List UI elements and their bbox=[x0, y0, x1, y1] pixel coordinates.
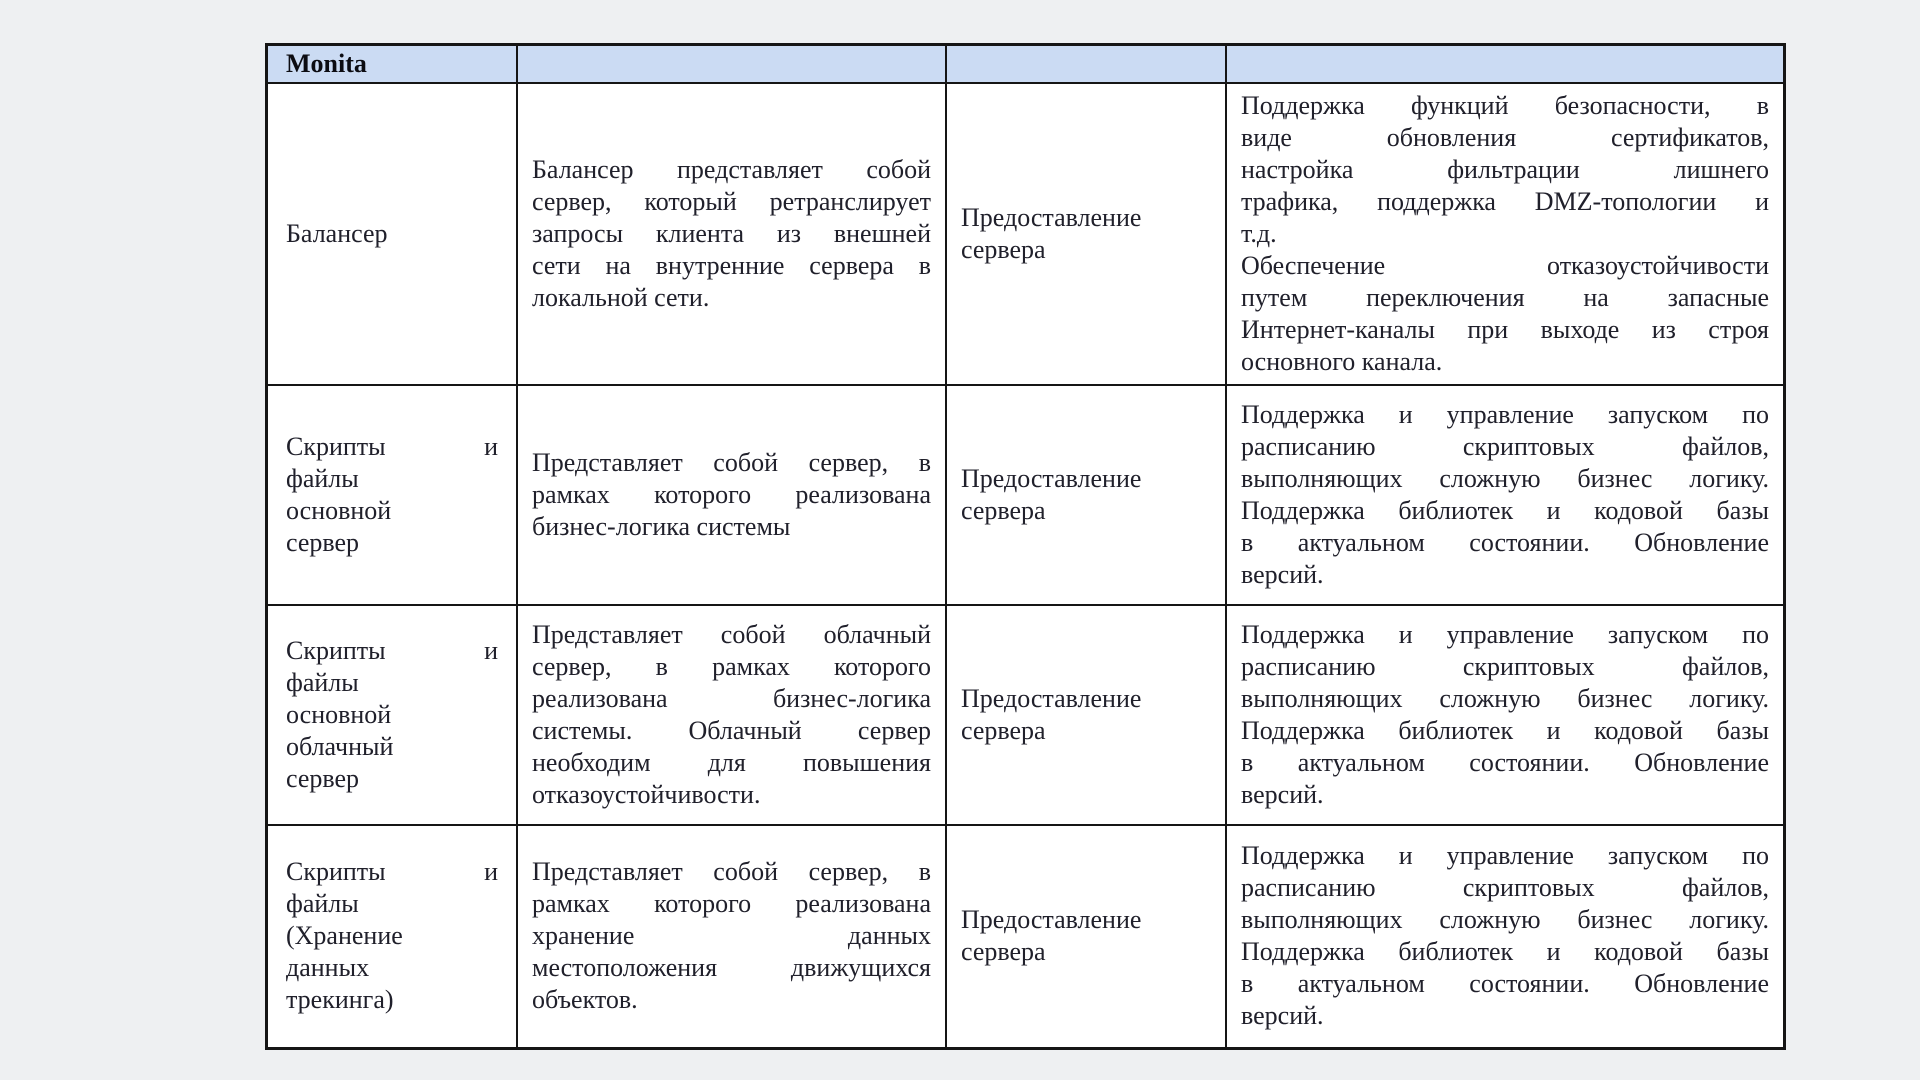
cell-maintenance: Поддержка функций безопасности, в виде обновления сертификатов, настройка фильтрации лишнего трафика, поддержка DMZ-топологии и т.д. Обеспечение отказоустойчивости путем переключения на запасные Интернет-каналы при выходе из строя основного канала. bbox=[1226, 83, 1785, 385]
cell-description: Представляет собой облачный сервер, в рамках которого реализована бизнес-логика системы. Облачный сервер необходим для повышения отказоустойчивости. bbox=[517, 605, 946, 825]
cell-description: Представляет собой сервер, в рамках которого реализована бизнес-логика системы bbox=[517, 385, 946, 605]
cell-maintenance: Поддержка и управление запуском по расписанию скриптовых файлов, выполняющих сложную бизнес логику. Поддержка библиотек и кодовой базы в актуальном состоянии. Обновление версий. bbox=[1226, 605, 1785, 825]
cell-maintenance: Поддержка и управление запуском по расписанию скриптовых файлов, выполняющих сложную бизнес логику. Поддержка библиотек и кодовой базы в актуальном состоянии. Обновление версий. bbox=[1226, 385, 1785, 605]
header-cell-maintenance bbox=[1226, 45, 1785, 84]
header-cell-component bbox=[267, 45, 518, 84]
header-cell-description bbox=[517, 45, 946, 84]
table-header-row bbox=[267, 45, 1785, 84]
cell-component: Скрипты и файлы (Хранение данных трекинга) bbox=[267, 825, 518, 1048]
cell-description: Представляет собой сервер, в рамках которого реализована хранение данных местоположения движущихся объектов. bbox=[517, 825, 946, 1048]
cell-component: Балансер bbox=[267, 83, 518, 385]
table-row-balancer bbox=[267, 83, 1785, 385]
table-row-scripts-main-server bbox=[267, 385, 1785, 605]
table-row-scripts-cloud-server bbox=[267, 605, 1785, 825]
cell-component: Скрипты и файлы основной сервер bbox=[267, 385, 518, 605]
cell-service: Предоставление сервера bbox=[946, 825, 1226, 1048]
server-components-table bbox=[265, 43, 1786, 1050]
cell-component: Скрипты и файлы основной облачный сервер bbox=[267, 605, 518, 825]
header-cell-service bbox=[946, 45, 1226, 84]
table-title: Monita bbox=[286, 49, 367, 78]
cell-maintenance: Поддержка и управление запуском по расписанию скриптовых файлов, выполняющих сложную бизнес логику. Поддержка библиотек и кодовой базы в актуальном состоянии. Обновление версий. bbox=[1226, 825, 1785, 1048]
cell-description: Балансер представляет собой сервер, который ретранслирует запросы клиента из внешней сети на внутренние сервера в локальной сети. bbox=[517, 83, 946, 385]
table-row-scripts-tracking-storage bbox=[267, 825, 1785, 1048]
cell-service: Предоставление сервера bbox=[946, 605, 1226, 825]
cell-service: Предоставление сервера bbox=[946, 83, 1226, 385]
cell-service: Предоставление сервера bbox=[946, 385, 1226, 605]
